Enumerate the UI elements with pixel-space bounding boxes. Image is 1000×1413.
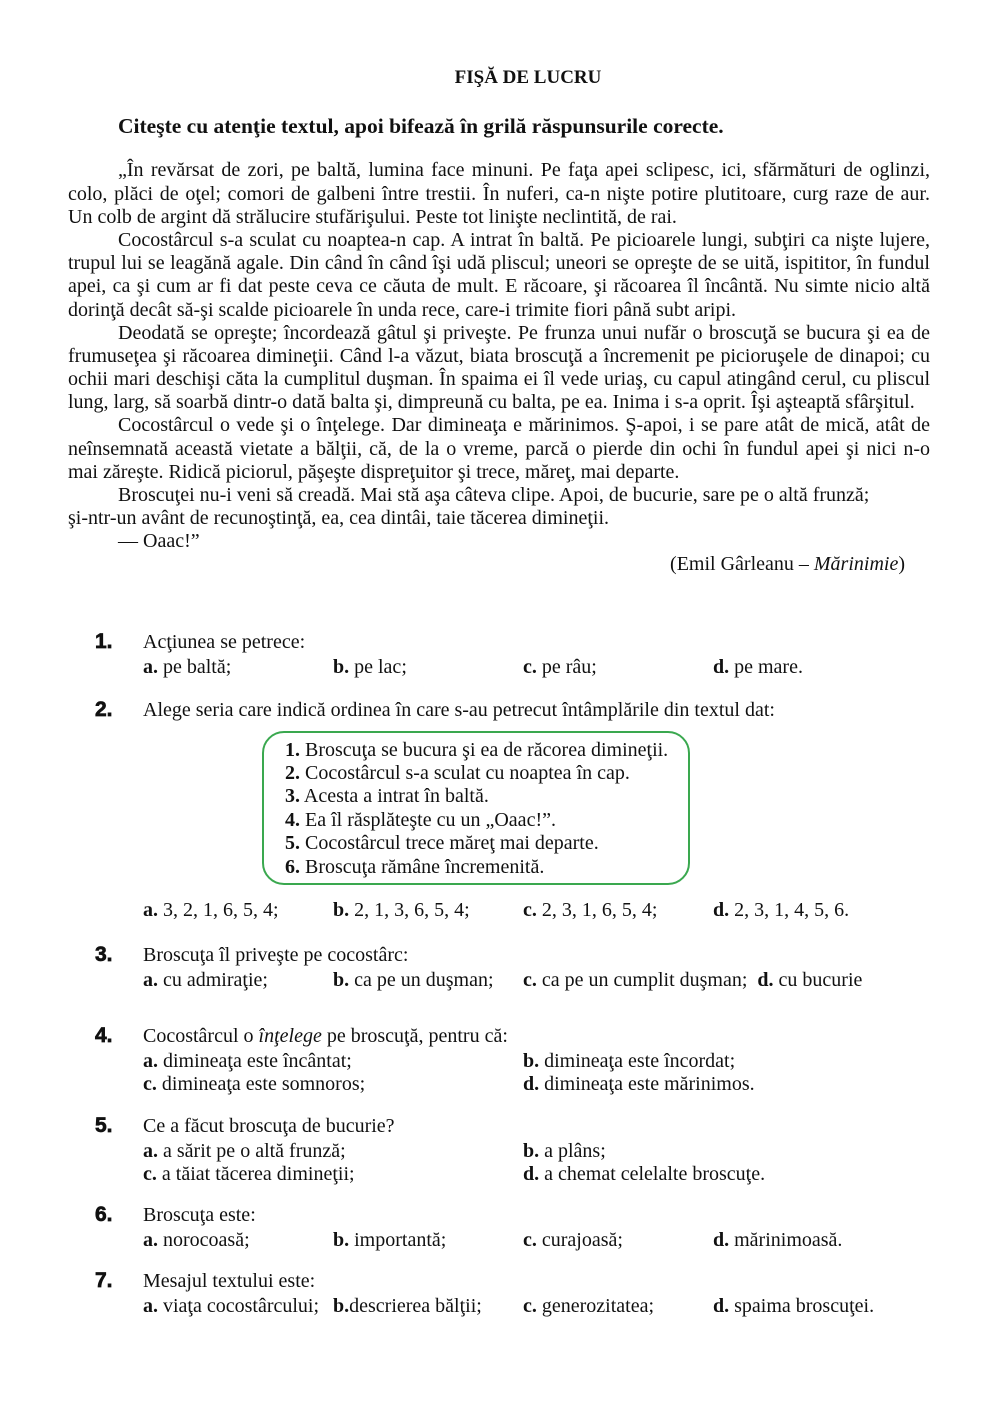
question-prompt (143, 698, 935, 722)
option-text: a sărit pe o altă frunză; (158, 1140, 346, 1162)
page-title: FIŞĂ DE LUCRU (454, 67, 602, 88)
option-text: ca pe un duşman; (349, 969, 494, 991)
prompt-text: pe broscuţă, pentru că: (321, 1025, 508, 1047)
option-text: pe mare. (729, 656, 803, 678)
events-sequence-box (262, 731, 690, 885)
option-d (713, 1229, 903, 1252)
options-row (143, 656, 935, 679)
option-letter: c. (523, 969, 537, 991)
attribution-work-title: Mărinimie (813, 553, 899, 576)
story-paragraph (68, 484, 930, 530)
text-line: colo, plăci de oţel; comori de galbeni între trestii. În nuferi, ca-n nişte potire plutitoare, curg raze de aur. (68, 182, 930, 205)
sequence-item (285, 856, 688, 879)
option-text: pe baltă; (158, 656, 232, 678)
options-row (143, 1140, 935, 1163)
text-line: frumuseţea şi răcoarea dimineţii. Când l-a văzut, biata broscuţă a încremenit pe picioruşele de dinapoi; cu (68, 344, 930, 367)
options-row (143, 1050, 935, 1073)
text-line: „În revărsat de zori, pe baltă, lumina face minuni. Pe faţa apei sclipesc, ici, sfărmături de oglinzi, (118, 159, 930, 182)
story-paragraph (68, 229, 930, 322)
prompt-text: Alege seria care indică ordinea în care s-au petrecut întâmplările din textul dat: (143, 699, 775, 721)
question-number: 7. (95, 1269, 113, 1292)
attribution (500, 553, 905, 576)
question-3 (95, 943, 935, 992)
sequence-text: Acesta a intrat în baltă. (300, 785, 489, 808)
option-letter: a. (143, 898, 158, 921)
option-letter: a. (143, 1140, 158, 1162)
option-d (523, 1073, 903, 1096)
prompt-text: Ce a făcut broscuţa de bucurie? (143, 1115, 395, 1137)
text-line: Broscuţei nu-i veni să creadă. Mai stă aşa câteva clipe. Apoi, de bucurie, sare pe o altă frunză; (118, 484, 870, 507)
option-b (333, 1229, 523, 1252)
option-letter: b. (523, 1140, 540, 1162)
option-letter: b. (333, 656, 350, 678)
text-line: apei, ca şi cum ar fi dat peste ceva ce căuta de mult. E răcoare, şi răcoarea îl încântă. Nu simte nicio altă (68, 275, 930, 298)
option-text: generozitatea; (536, 1295, 655, 1317)
option-text: descrierea bălţii; (349, 1295, 482, 1317)
option-text: norocoasă; (158, 1229, 250, 1251)
option-b (523, 1050, 903, 1073)
option-text: viaţa cocostârcului; (158, 1295, 320, 1317)
option-letter: c. (523, 1229, 537, 1251)
option-letter: d. (713, 656, 730, 678)
sequence-text: Broscuţa se bucura şi ea de răcorea dimineţii. (300, 738, 669, 761)
option-text: a chemat celelalte broscuţe. (539, 1163, 766, 1185)
option-a (143, 1140, 523, 1163)
option-letter: b. (333, 969, 350, 991)
option-letter: a. (143, 969, 158, 991)
option-letter: a. (143, 1229, 158, 1251)
option-letter: b. (333, 898, 350, 921)
story-paragraph (68, 322, 930, 415)
question-number: 1. (95, 630, 113, 653)
sequence-item (285, 739, 688, 762)
question-5 (95, 1114, 935, 1186)
option-text: dimineaţa este mărinimos. (539, 1073, 755, 1095)
question-number: 3. (95, 943, 113, 966)
option-letter: d. (713, 1229, 730, 1251)
option-letter: c. (523, 898, 537, 921)
option-d (523, 1163, 903, 1186)
question-prompt (143, 943, 935, 967)
option-letter: b. (333, 1295, 350, 1317)
option-letter: d. (523, 1163, 540, 1185)
instruction-heading: Citeşte cu atenţie textul, apoi bifează în grilă răspunsurile corecte. (118, 114, 724, 138)
question-number: 4. (95, 1024, 113, 1047)
option-text: a plâns; (539, 1140, 606, 1162)
sequence-item (285, 832, 688, 855)
option-text: mărinimoasă. (729, 1229, 843, 1251)
option-letter: c. (143, 1073, 157, 1095)
question-number: 6. (95, 1203, 113, 1226)
option-letter: c. (143, 1163, 157, 1185)
option-text: cu admiraţie; (158, 969, 268, 991)
question-prompt (143, 630, 935, 654)
option-text: 3, 2, 1, 6, 5, 4; (158, 898, 279, 921)
prompt-text: Acţiunea se petrece: (143, 631, 306, 653)
question-prompt (143, 1203, 935, 1227)
option-letter: c. (523, 1295, 537, 1317)
option-letter: a. (143, 1050, 158, 1072)
text-line: trupul lui se leagănă agale. Din când în când îşi udă pliscul; uneori se opreşte de se uită, ispititor, în fundul (68, 252, 930, 275)
option-c (523, 899, 713, 922)
option-b (333, 656, 523, 679)
text-line: Cocostârcul o vede şi o înţelege. Dar dimineaţa e mărinimos. Ş-apoi, i se pare atât de mică, atât de (118, 414, 930, 437)
option-c (523, 1295, 713, 1318)
option-a (143, 1295, 333, 1318)
option-a (143, 656, 333, 679)
question-prompt (143, 1114, 935, 1138)
story-text (68, 159, 930, 553)
sequence-text: Broscuţa rămâne încremenită. (300, 855, 545, 878)
option-letter: d. (757, 969, 774, 991)
option-letter: d. (713, 898, 730, 921)
option-text: 2, 1, 3, 6, 5, 4; (349, 898, 470, 921)
option-letter: b. (523, 1050, 540, 1072)
prompt-text: Broscuţa este: (143, 1204, 256, 1226)
emphasized-word: înţelege (258, 1025, 322, 1047)
options-row (143, 1163, 935, 1186)
option-letter: c. (523, 656, 537, 678)
option-text: importantă; (349, 1229, 447, 1251)
sequence-number: 2. (285, 761, 300, 784)
question-7 (95, 1269, 935, 1318)
question-2 (95, 698, 935, 922)
sequence-number: 4. (285, 808, 300, 831)
option-text: spaima broscuţei. (729, 1295, 875, 1317)
option-c (523, 656, 713, 679)
option-b (523, 1140, 903, 1163)
text-line: mai zăreşte. Ridică piciorul, păşeşte dispreţuitor şi trece, măreţ, mai departe. (68, 460, 680, 483)
sequence-number: 6. (285, 855, 300, 878)
text-line: — Oaac!” (118, 530, 200, 553)
question-6 (95, 1203, 935, 1252)
options-row (143, 1073, 935, 1096)
question-1 (95, 630, 935, 679)
sequence-text: Ea îl răsplăteşte cu un „Oaac!”. (300, 808, 556, 831)
sequence-number: 1. (285, 738, 300, 761)
options-row (143, 1295, 935, 1318)
option-c (523, 1229, 713, 1252)
option-text: curajoasă; (536, 1229, 623, 1251)
option-b (333, 969, 523, 992)
text-line: Deodată se opreşte; încordează gâtul şi priveşte. Pe frunza unui nufăr o broscuţă se bucura şi ea de (118, 321, 930, 344)
text-line: lung, larg, să soarbă dintr-o dată balta şi, dimpreună cu balta, pe ea. Inima i s-a oprit. Îşi aşteaptă sfârşitul. (68, 391, 915, 414)
option-letter: d. (713, 1295, 730, 1317)
attribution-closing: ) (898, 553, 905, 576)
option-d (713, 899, 903, 922)
option-c (143, 1073, 523, 1096)
text-line: neînsemnată această vietate a bălţii, că, de la o vreme, parcă o pierde din ochi în fundul apei şi nici n-o (68, 437, 930, 460)
story-paragraph (68, 530, 930, 553)
option-d (757, 969, 947, 992)
question-prompt (143, 1024, 935, 1048)
option-d (713, 656, 903, 679)
option-text: ca pe un cumplit duşman; (536, 969, 748, 991)
sequence-item (285, 809, 688, 832)
prompt-text: Broscuţa îl priveşte pe cocostârc: (143, 944, 409, 966)
option-text: pe lac; (349, 656, 407, 678)
sequence-text: Cocostârcul trece măreţ mai departe. (300, 832, 599, 855)
option-b (333, 899, 523, 922)
option-c (523, 969, 757, 992)
text-line: Cocostârcul s-a sculat cu noaptea-n cap. A intrat în baltă. Pe picioarele lungi, subţiri ca nişte lujere, (118, 228, 930, 251)
option-text: a tăiat tăcerea dimineţii; (156, 1163, 355, 1185)
text-line: Un colb de argint dă strălucire stufărişului. Peste tot linişte neclintită, de rai. (68, 205, 677, 228)
option-letter: a. (143, 656, 158, 678)
question-number: 5. (95, 1114, 113, 1137)
options-row (143, 899, 935, 922)
sequence-text: Cocostârcul s-a sculat cu noaptea în cap. (300, 761, 630, 784)
option-text: 2, 3, 1, 6, 5, 4; (536, 898, 658, 921)
option-a (143, 1050, 523, 1073)
option-a (143, 899, 333, 922)
text-line: dorinţă decât să-şi scalde picioarele în unda rece, care-i trimite fiori până subt aripi. (68, 298, 737, 321)
option-text: 2, 3, 1, 4, 5, 6. (729, 898, 850, 921)
option-a (143, 969, 333, 992)
options-row (143, 1229, 935, 1252)
story-paragraph (68, 414, 930, 484)
question-4 (95, 1024, 935, 1096)
attribution-author: (Emil Gârleanu – (670, 553, 814, 576)
option-c (143, 1163, 523, 1186)
question-prompt (143, 1269, 935, 1293)
option-b (333, 1295, 523, 1318)
option-letter: a. (143, 1295, 158, 1317)
text-line: ochii mari deschişi căta la cumplitul duşman. În spaima ei îl vede uriaş, cu capul atingând cerul, cu pliscul (68, 368, 930, 391)
options-row (143, 969, 935, 992)
option-text: dimineaţa este încântat; (158, 1050, 352, 1072)
prompt-text: Cocostârcul o (143, 1025, 259, 1047)
sequence-number: 5. (285, 832, 300, 855)
text-line: şi-ntr-un avânt de recunoştinţă, ea, cea dintâi, taie tăcerea dimineţii. (68, 507, 610, 530)
sequence-item (285, 785, 688, 808)
option-text: dimineaţa este încordat; (539, 1050, 736, 1072)
option-text: pe râu; (536, 656, 597, 678)
option-letter: d. (523, 1073, 540, 1095)
option-a (143, 1229, 333, 1252)
sequence-number: 3. (285, 785, 300, 808)
option-d (713, 1295, 903, 1318)
question-number: 2. (95, 698, 113, 721)
prompt-text: Mesajul textului este: (143, 1270, 316, 1292)
option-letter: b. (333, 1229, 350, 1251)
option-text: cu bucurie (773, 969, 863, 991)
sequence-item (285, 762, 688, 785)
story-paragraph (68, 159, 930, 229)
option-text: dimineaţa este somnoros; (156, 1073, 366, 1095)
